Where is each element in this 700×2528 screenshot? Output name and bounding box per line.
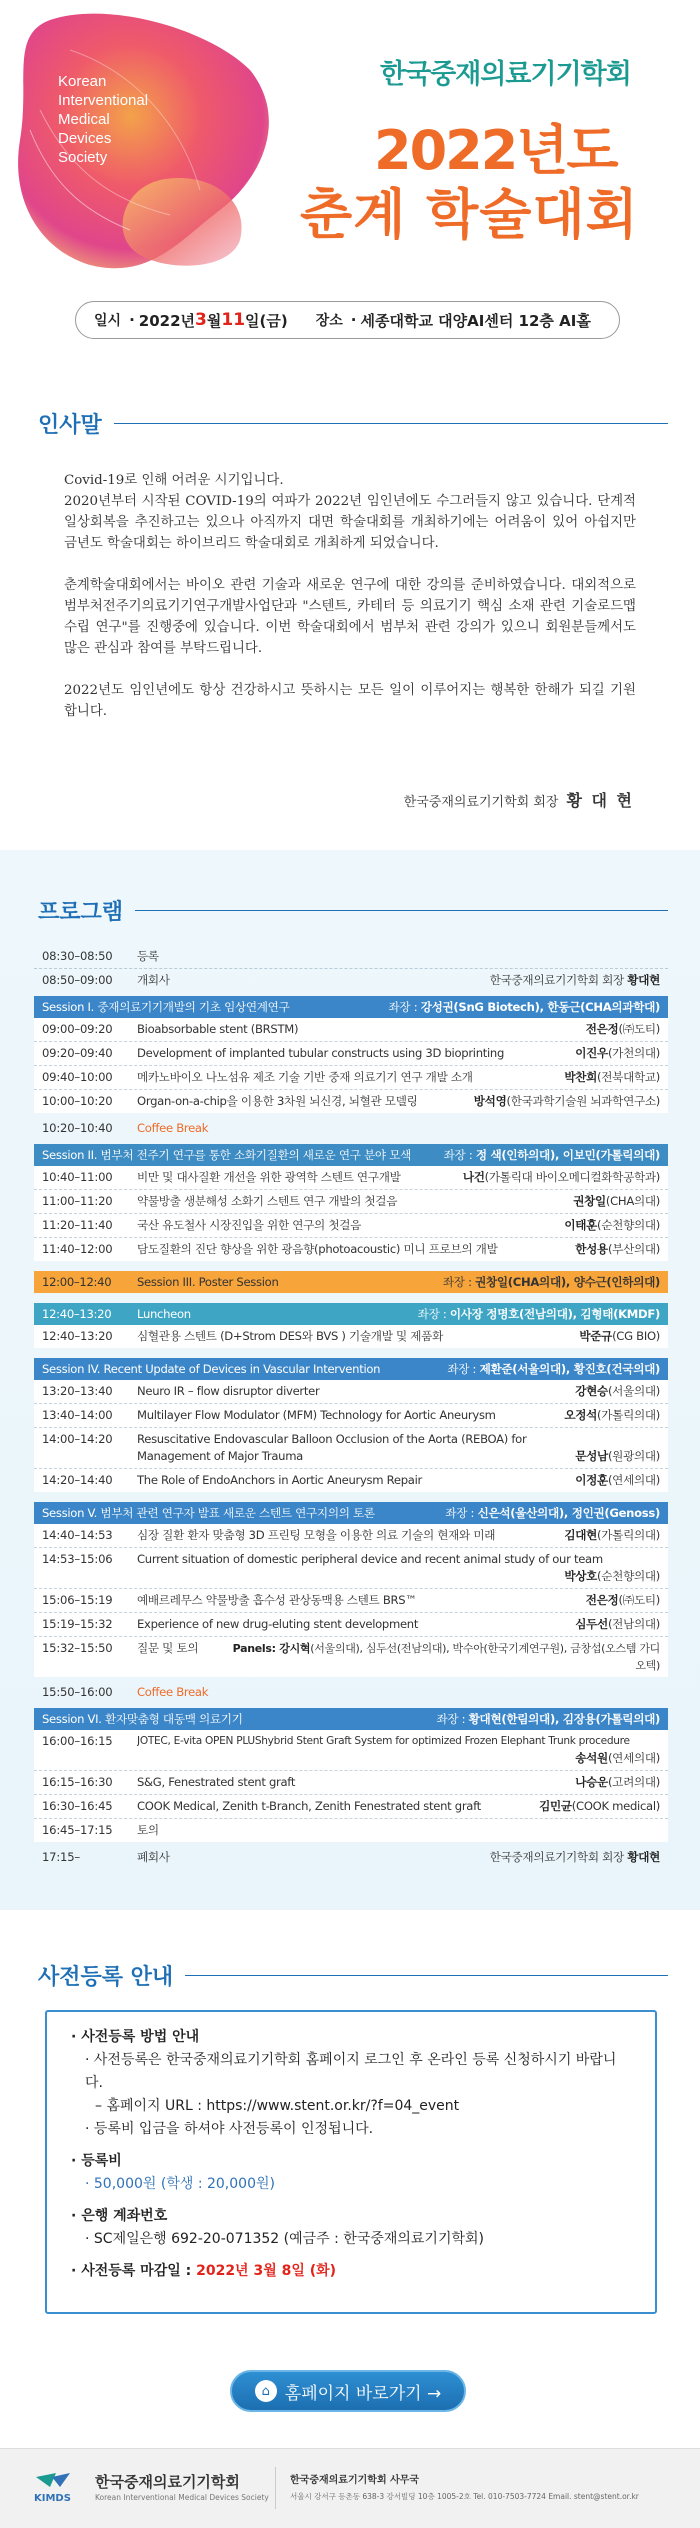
chair-label: 좌장 : <box>443 1148 476 1162</box>
speaker-name: 황대현 <box>627 973 660 987</box>
fee-block <box>71 2150 631 2196</box>
chair-label: 좌장 : <box>388 1000 421 1014</box>
program-row <box>34 1214 668 1238</box>
speaker-name: 심두선 <box>575 1617 608 1631</box>
greeting-title: 인사말 <box>38 413 102 438</box>
row-time: 14:40–14:53 <box>42 1528 113 1542</box>
greeting-paragraph: 2022년도 임인년에도 항상 건강하시고 뜻하시는 모든 일이 이루어지는 행복한 한해가 되길 기원합니다. <box>64 683 636 719</box>
speaker-name: 권창일 <box>573 1194 606 1208</box>
row-speaker <box>567 1241 660 1258</box>
row-title: Coffee Break <box>137 1685 209 1699</box>
program-row <box>34 1066 668 1090</box>
speaker-affil: (고려의대) <box>607 1775 660 1789</box>
speaker-name: 문성남 <box>575 1449 608 1463</box>
row-title: 약물방출 생분해성 소화기 스텐트 연구 개발의 첫걸음 <box>137 1194 398 1208</box>
program-row <box>34 945 668 969</box>
session-block <box>34 1380 668 1492</box>
speaker-name: 나승운 <box>575 1775 608 1789</box>
method-line: · 등록비 입금을 하셔야 사전등록이 인정됩니다. <box>85 2121 374 2137</box>
row-speaker <box>42 1750 660 1767</box>
homepage-url[interactable]: – 홈페이지 URL : https://www.stent.or.kr/?f=04_event <box>95 2098 460 2114</box>
row-speaker <box>455 1169 660 1186</box>
footer-address: 서울시 강서구 등촌동 638-3 강서빌딩 10층 1005-2호 Tel. 010-7503-7724 Email. stent@stent.or.kr <box>290 2492 639 2501</box>
session-name: Session IV. Recent Update of Devices in Vascular Intervention <box>42 1362 381 1376</box>
speaker-name: 김대현 <box>564 1528 598 1542</box>
speaker-affil: (순천향의대) <box>597 1218 660 1232</box>
coffee-break-row <box>34 1681 668 1704</box>
row-title: The Role of EndoAnchors in Aortic Aneurysm Repair <box>137 1473 422 1487</box>
row-time: 08:30–08:50 <box>42 949 113 963</box>
bank-title-text: 은행 계좌번호 <box>81 2208 168 2224</box>
row-speaker <box>567 1616 660 1633</box>
method-title-text: 사전등록 방법 안내 <box>81 2029 200 2045</box>
blob-line: Interventional <box>58 92 149 109</box>
chair-names: 신은석(울산의대), 정인권(Genoss) <box>477 1506 660 1520</box>
program-row <box>34 1404 668 1428</box>
row-title: COOK Medical, Zenith t-Branch, Zenith Fenestrated stent graft <box>137 1799 481 1813</box>
row-title: 질문 및 토의 <box>137 1641 199 1655</box>
greeting-body <box>64 470 636 743</box>
session-block <box>34 1325 668 1348</box>
row-time: 12:40–13:20 <box>42 1307 112 1321</box>
row-title: 개회사 <box>137 973 170 987</box>
row-speaker <box>567 1472 660 1489</box>
row-time: 11:00–11:20 <box>42 1194 113 1208</box>
speaker-affil: (전남의대) <box>607 1617 660 1631</box>
bank-title: · 은행 계좌번호 <box>71 2208 168 2224</box>
footer-divider <box>275 2467 276 2509</box>
program-row <box>34 1042 668 1066</box>
footer <box>0 2448 700 2528</box>
speaker-affil: (연세의대) <box>607 1751 660 1765</box>
date-text: 일(금) <box>245 311 288 330</box>
row-title: Resuscitative Endovascular Balloon Occlusion of the Aorta (REBOA) for Management of Major Trauma <box>137 1432 527 1463</box>
deadline-value: 2022년 3월 8일 (화) <box>196 2263 337 2279</box>
chair-names: 제환준(서울의대), 황진호(건국의대) <box>479 1362 660 1376</box>
speaker-text: 한국중재의료기기학회 회장 <box>489 1850 628 1864</box>
program-row <box>34 1190 668 1214</box>
session-header <box>34 1358 668 1380</box>
row-time: 14:20–14:40 <box>42 1473 113 1487</box>
row-title: 등록 <box>137 949 159 963</box>
date-label: 일시 <box>94 313 122 329</box>
row-time: 10:20–10:40 <box>42 1121 113 1135</box>
session-name: Session I. 중재의료기기개발의 기초 임상연계연구 <box>42 1000 290 1014</box>
speaker-affil: (가톨릭의대) <box>597 1408 660 1422</box>
row-time: 16:00–16:15 <box>42 1734 113 1748</box>
row-title: 담도질환의 진단 향상을 위한 광음향(photoacoustic) 미니 프로브의 개발 <box>137 1242 498 1256</box>
coffee-break-row <box>34 1117 668 1140</box>
speaker-name: 박준규 <box>579 1329 613 1343</box>
speaker-affil: (CHA의대) <box>605 1194 660 1208</box>
row-time: 12:40–13:20 <box>42 1329 113 1343</box>
program-row <box>34 1819 668 1842</box>
speaker-affil: (가톨릭의대) <box>597 1528 660 1542</box>
speaker-name: 박찬희 <box>564 1070 598 1084</box>
chair-label: 좌장 : <box>447 1362 480 1376</box>
speaker-name: 나건 <box>462 1170 485 1184</box>
luncheon-header <box>34 1303 668 1325</box>
chair-names: 권창일(CHA의대), 양수근(인하의대) <box>475 1275 660 1289</box>
chair-names: 황대현(한림의대), 김장용(가톨릭의대) <box>468 1712 660 1726</box>
row-speaker <box>565 1193 660 1210</box>
bullet-dot: · <box>350 311 357 329</box>
method-title: · 사전등록 방법 안내 <box>71 2029 200 2045</box>
speaker-affil: (전북대학교) <box>597 1070 660 1084</box>
row-speaker <box>567 1448 660 1465</box>
speaker-name: 김민균 <box>539 1799 572 1813</box>
row-time: 15:06–15:19 <box>42 1593 113 1607</box>
program-title: 프로그램 <box>38 900 124 925</box>
row-time: 09:00–09:20 <box>42 1022 113 1036</box>
speaker-affil: (연세의대) <box>607 1473 660 1487</box>
program-row <box>34 969 668 992</box>
speaker-affil: (서울의대), 심두선(전남의대), 박수아(한국기계연구원), 금창섭(오스템 가디오텍) <box>310 1642 660 1672</box>
poster-session-header <box>34 1271 668 1293</box>
deadline-label: 사전등록 마감일 : <box>81 2263 197 2279</box>
home-icon: ⌂ <box>255 2380 277 2402</box>
row-title: 국산 유도철사 시장진입을 위한 연구의 첫걸음 <box>137 1218 362 1232</box>
program-row <box>34 1548 668 1589</box>
session-header <box>34 1502 668 1524</box>
speaker-name: 방석영 <box>473 1094 507 1108</box>
row-time: 10:00–10:20 <box>42 1094 113 1108</box>
method-line: · 사전등록은 한국중재의료기기학회 홈페이지 로그인 후 온라인 등록 신청하시기 바랍니다. <box>85 2052 617 2091</box>
program-row <box>34 1166 668 1190</box>
session-chairs <box>443 1274 660 1290</box>
place-label: 장소 <box>315 313 343 329</box>
deadline-block <box>71 2260 631 2283</box>
row-time: 15:19–15:32 <box>42 1617 113 1631</box>
blob-line: Society <box>58 149 108 166</box>
speaker-affil: (순천향의대) <box>597 1569 660 1583</box>
org-title: 한국중재의료기기학회 <box>380 59 631 90</box>
session-chairs <box>447 1361 660 1377</box>
chair-label: 좌장 : <box>436 1712 469 1726</box>
session-block <box>34 1524 668 1677</box>
method-block <box>71 2026 631 2141</box>
footer-org-sub: Korean Interventional Medical Devices Society <box>95 2493 269 2502</box>
row-title: 비만 및 대사질환 개선을 위한 광역학 스텐트 연구개발 <box>137 1170 401 1184</box>
row-title: 토의 <box>137 1823 159 1837</box>
row-title: 메카노바이오 나노섬유 제조 기술 기반 중재 의료기기 연구 개발 소개 <box>137 1070 473 1084</box>
place-text: 세종대학교 대양AI센터 12층 AI홀 <box>360 311 591 330</box>
session-header <box>34 1144 668 1166</box>
logo-text: KIMDS <box>34 2493 71 2504</box>
session-header <box>34 1708 668 1730</box>
registration-heading <box>38 1960 668 1991</box>
speaker-name: 전은정 <box>585 1593 619 1607</box>
row-speaker <box>42 1568 660 1585</box>
row-title: 심혈관용 스텐트 (D+Strom DES와 BVS ) 기술개발 및 제품화 <box>137 1329 443 1343</box>
speaker-text: 한국중재의료기기학회 회장 <box>489 973 628 987</box>
year-title: 2022년도 <box>374 119 617 182</box>
date-text: 2022년 <box>138 311 196 330</box>
row-time: 13:40–14:00 <box>42 1408 113 1422</box>
date-text: 월 <box>206 311 222 330</box>
bank-block <box>71 2205 631 2251</box>
session-block <box>34 1730 668 1842</box>
row-speaker <box>571 1328 660 1345</box>
program-row <box>34 1325 668 1348</box>
row-title: Development of implanted tubular constructs using 3D bioprinting <box>137 1046 505 1060</box>
row-time: 11:40–12:00 <box>42 1242 113 1256</box>
event-title: 춘계 학술대회 <box>300 183 639 246</box>
program-heading <box>38 895 668 926</box>
session-chairs <box>436 1711 660 1727</box>
greeting-heading <box>38 408 668 439</box>
row-title: S&G, Fenestrated stent graft <box>137 1775 296 1789</box>
footer-office: 한국중재의료기기학회 사무국 <box>290 2475 420 2486</box>
row-title: 예배르레무스 약물방출 흡수성 관상동맥용 스텐트 BRS™ <box>137 1593 417 1607</box>
row-title: Multilayer Flow Modulator (MFM) Technology for Aortic Aneurysm <box>137 1408 496 1422</box>
row-title: JOTEC, E-vita OPEN PLUShybrid Stent Graft System for optimized Frozen Elephant Trunk procedure <box>137 1735 630 1747</box>
session-name: Luncheon <box>137 1307 191 1321</box>
row-time: 08:50–09:00 <box>42 973 113 987</box>
row-speaker <box>567 1774 660 1791</box>
program-row <box>34 1238 668 1261</box>
row-time: 16:45–17:15 <box>42 1823 113 1837</box>
chair-names: 정 색(인하의대), 이보민(가톨릭의대) <box>475 1148 660 1162</box>
bank-line: · SC제일은행 692-20-071352 (예금주 : 한국중재의료기기학회) <box>85 2231 484 2247</box>
program-row <box>34 1380 668 1404</box>
speaker-affil: (㈜도티) <box>618 1593 660 1607</box>
row-time: 12:00–12:40 <box>42 1275 112 1289</box>
program-table <box>34 945 668 1869</box>
signature <box>404 788 634 811</box>
row-speaker <box>482 1849 660 1866</box>
program-row <box>34 1524 668 1548</box>
chair-label: 좌장 : <box>445 1506 478 1520</box>
session-name: Session V. 범부처 관련 연구자 발표 새로운 스텐트 연구지의의 토론 <box>42 1506 375 1520</box>
fee-line: · 50,000원 (학생 : 20,000원) <box>85 2176 275 2192</box>
session-chairs <box>444 1147 660 1163</box>
row-speaker <box>556 1407 660 1424</box>
heading-rule <box>114 423 668 425</box>
session-name: Session III. Poster Session <box>137 1275 279 1289</box>
homepage-button-label: 홈페이지 바로가기 → <box>284 2383 442 2404</box>
session-name: Session VI. 환자맞춤형 대동맥 의료기기 <box>42 1712 243 1726</box>
row-time: 16:15–16:30 <box>42 1775 113 1789</box>
heading-rule <box>185 1975 668 1977</box>
row-speaker <box>556 1527 660 1544</box>
chair-names: 강성권(SnG Biotech), 한동근(CHA의과학대) <box>420 1000 660 1014</box>
program-row <box>34 1428 668 1469</box>
blob-line: Medical <box>58 111 110 128</box>
program-row <box>34 1771 668 1795</box>
session-name: Session II. 범부처 전주기 연구를 통한 소화기질환의 새로운 연구 분야 모색 <box>42 1148 412 1162</box>
row-time: 09:40–10:00 <box>42 1070 113 1084</box>
program-row <box>34 1795 668 1819</box>
row-speaker <box>567 1045 660 1062</box>
row-title: Neuro IR – flow disruptor diverter <box>137 1384 320 1398</box>
session-chairs <box>418 1306 660 1322</box>
fee-title: · 등록비 <box>71 2153 122 2169</box>
row-speaker <box>217 1640 660 1674</box>
program-row <box>34 1090 668 1113</box>
row-time: 13:20–13:40 <box>42 1384 113 1398</box>
speaker-affil: (부산의대) <box>607 1242 660 1256</box>
row-time: 14:00–14:20 <box>42 1432 113 1446</box>
speaker-name: 박상호 <box>564 1569 598 1583</box>
speaker-affil: (한국과학기술원 뇌과학연구소) <box>506 1094 660 1108</box>
speaker-name: 송석원 <box>575 1751 608 1765</box>
speaker-affil: (가천의대) <box>607 1046 660 1060</box>
row-time: 10:40–11:00 <box>42 1170 113 1184</box>
kimds-logo-icon <box>30 2471 90 2505</box>
speaker-name: 오정석 <box>564 1408 598 1422</box>
speaker-affil: (㈜도티) <box>618 1022 660 1036</box>
row-speaker <box>466 1093 660 1110</box>
row-title: 폐회사 <box>137 1850 170 1864</box>
chair-label: 좌장 : <box>417 1307 450 1321</box>
session-chairs <box>389 999 660 1015</box>
greeting-paragraph: 춘계학술대회에서는 바이오 관련 기술과 새로운 연구에 대한 강의를 준비하였습니다. 대외적으로 범부처전주기의료기기연구개발사업단과 "스텐트, 카테터 등 의료기기 핵심 소재 관련 기술로드맵 수립 연구"를 진행중에 있습니다. 이번 학술대회에서 범부처 관련 강의가 있으니 회원분들께서도 많은 관심과 참여를 부탁드립니다. <box>64 578 636 656</box>
row-time: 16:30–16:45 <box>42 1799 113 1813</box>
row-time: 09:20–09:40 <box>42 1046 113 1060</box>
speaker-affil: (가톨릭대 바이오메디컬화학공학과) <box>484 1170 660 1184</box>
session-header <box>34 996 668 1018</box>
speaker-name: 이정훈 <box>575 1473 608 1487</box>
society-english-name <box>58 72 148 167</box>
row-title: Organ-on-a-chip을 이용한 3차원 뇌신경, 뇌혈관 모델링 <box>137 1094 418 1108</box>
row-speaker <box>556 1217 660 1234</box>
chair-names: 이사장 정명호(전남의대), 김형태(KMDF) <box>449 1307 660 1321</box>
footer-org-name: 한국중재의료기기학회 <box>95 2473 240 2491</box>
row-speaker <box>482 972 660 989</box>
deadline: · 사전등록 마감일 : 2022년 3월 8일 (화) <box>71 2263 337 2279</box>
program-row <box>34 1018 668 1042</box>
speaker-name: 강현승 <box>575 1384 608 1398</box>
row-time: 17:15– <box>42 1850 81 1864</box>
registration-title: 사전등록 안내 <box>38 1965 174 1990</box>
program-row <box>34 1637 668 1677</box>
session-chairs <box>445 1505 660 1521</box>
blob-line: Devices <box>58 130 112 147</box>
row-time: 15:50–16:00 <box>42 1685 113 1699</box>
program-row <box>34 1613 668 1637</box>
speaker-affil: (원광의대) <box>607 1449 660 1463</box>
row-title: Coffee Break <box>137 1121 209 1135</box>
program-row <box>34 1469 668 1492</box>
heading-rule <box>135 910 668 912</box>
bullet-dot: · <box>129 311 135 329</box>
hero-header <box>0 0 700 275</box>
row-time: 14:53–15:06 <box>42 1552 113 1566</box>
chair-label: 좌장 : <box>442 1275 476 1289</box>
row-title: Bioabsorbable stent (BRSTM) <box>137 1022 299 1036</box>
homepage-button[interactable] <box>230 2370 466 2412</box>
fee-title-text: 등록비 <box>81 2153 122 2169</box>
speaker-name: 이태훈 <box>564 1218 598 1232</box>
row-speaker <box>567 1383 660 1400</box>
row-speaker <box>578 1592 660 1609</box>
speaker-name: Panels: 강시혁 <box>232 1642 311 1655</box>
session-block <box>34 1018 668 1113</box>
row-speaker <box>531 1798 660 1815</box>
row-title: 심장 질환 환자 맞춤형 3D 프린팅 모형을 이용한 의료 기술의 현재와 미래 <box>137 1528 496 1542</box>
speaker-name: 이진우 <box>575 1046 608 1060</box>
program-row <box>34 1846 668 1869</box>
signature-name: 황 대 현 <box>566 791 634 810</box>
row-time: 11:20–11:40 <box>42 1218 113 1232</box>
registration-box <box>45 2010 657 2314</box>
row-title: Current situation of domestic peripheral device and recent animal study of our team <box>137 1552 603 1566</box>
program-row <box>34 1589 668 1613</box>
speaker-name: 전은정 <box>585 1022 619 1036</box>
blob-line: Korean <box>58 73 107 90</box>
date-month: 3 <box>195 310 207 330</box>
speaker-name: 황대현 <box>627 1850 660 1864</box>
row-time: 15:32–15:50 <box>42 1641 113 1655</box>
speaker-name: 한성용 <box>575 1242 608 1256</box>
speaker-affil: (COOK medical) <box>571 1799 660 1813</box>
date-place-bar <box>75 301 620 339</box>
speaker-affil: (CG BIO) <box>612 1329 660 1343</box>
row-speaker <box>578 1021 660 1038</box>
session-block <box>34 1166 668 1261</box>
date-day: 11 <box>221 310 246 330</box>
speaker-affil: (서울의대) <box>607 1384 660 1398</box>
row-speaker <box>556 1069 660 1086</box>
signature-org: 한국중재의료기기학회 회장 <box>403 795 559 810</box>
program-row <box>34 1730 668 1771</box>
greeting-paragraph: Covid-19로 인해 어려운 시기입니다. 2020년부터 시작된 COVID-19의 여파가 2022년 임인년에도 수그러들지 않고 있습니다. 단계적 일상회복을 추진하고는 있으나 아직까지 대면 학술대회를 개최하기에는 어려움이 있어 아쉽지만 금년도 학술대회는 하이브리드 학술대회로 개최하게 되었습니다. <box>64 473 636 551</box>
row-title: Experience of new drug-eluting stent development <box>137 1617 419 1631</box>
